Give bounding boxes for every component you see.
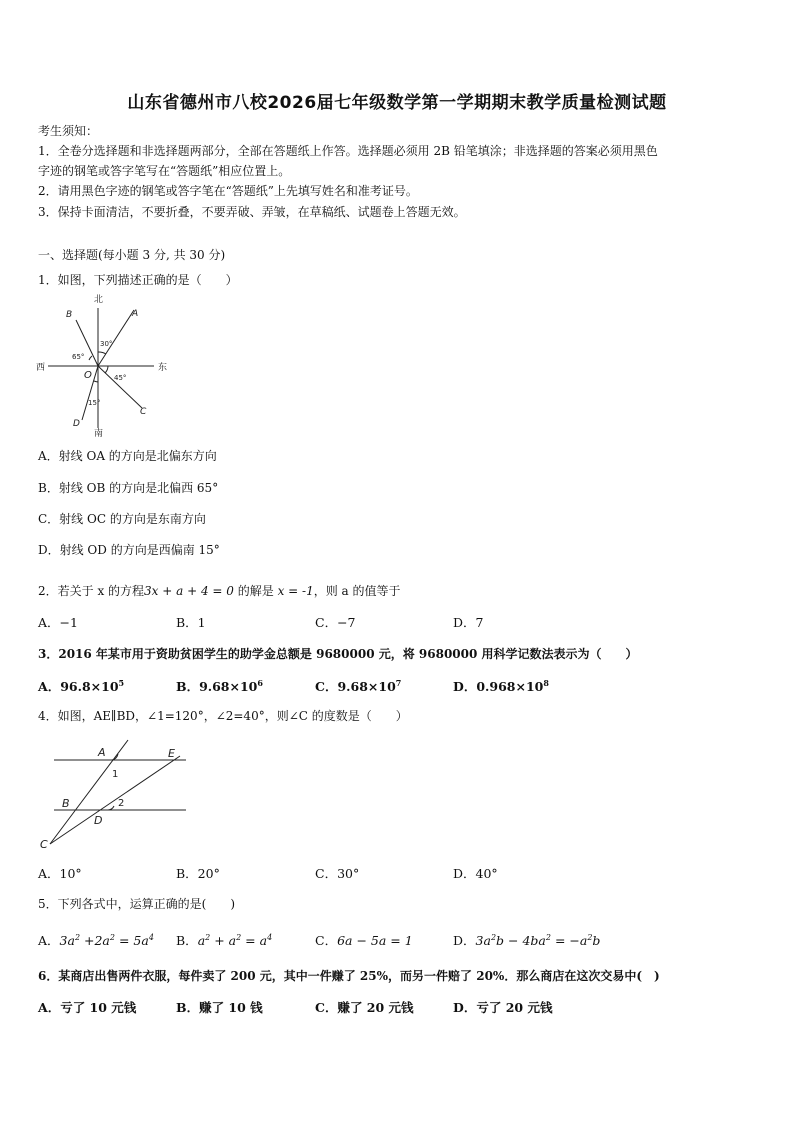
page-title: 山东省德州市八校2026届七年级数学第一学期期末教学质量检测试题 <box>127 93 667 113</box>
angle-45: 45° <box>114 374 127 382</box>
angle-30: 30° <box>100 340 113 348</box>
angle-65: 65° <box>72 353 85 361</box>
q5-option-d: D．$3a^2b - 4ba^2 = -a^2b$ <box>453 932 601 948</box>
q6-stem: 6．某商店出售两件衣服，每件卖了 200 元，其中一件赚了 25%，而另一件赔了 20%．那么商店在这次交易中( ) <box>38 969 660 983</box>
section-heading: 一、选择题(每小题 3 分, 共 30 分) <box>38 248 226 262</box>
notice-item: 3．保持卡面清洁，不要折叠，不要弄破、弄皱，在草稿纸、试题卷上答题无效。 <box>38 205 466 219</box>
q5-option-a: A．$3a^2 +2a^2 = 5a^4$ <box>38 932 154 948</box>
q3-stem: 3．2016 年某市用于资助贫困学生的助学金总额是 9680000 元，将 9680000 用科学记数法表示为（ ） <box>38 647 638 661</box>
q2-option-b: B．1 <box>176 615 206 630</box>
angle-2: 2 <box>118 798 125 809</box>
notice-item: 字迹的钢笔或答字笔写在“答题纸”相应位置上。 <box>38 164 291 178</box>
q2-solution: x = -1 <box>277 584 314 598</box>
angle-15: 15° <box>88 399 101 407</box>
label-c: C <box>40 838 48 851</box>
ray-oc <box>98 366 142 408</box>
q4-option-c: C．30° <box>315 866 360 881</box>
label-a: A <box>98 746 106 759</box>
notice-item: 1．全卷分选择题和非选择题两部分，全部在答题纸上作答。选择题必须用 2B 铅笔填涂；非选择题的答案必须用黑色 <box>38 144 658 158</box>
label-west: 西 <box>36 363 46 373</box>
notice-item: 2．请用黑色字迹的钢笔或答字笔在“答题纸”上先填写姓名和准考证号。 <box>38 184 418 198</box>
label-east: 东 <box>158 363 168 373</box>
q1-option-b: B．射线 OB 的方向是北偏西 65° <box>38 481 219 495</box>
q2-stem-mid: 的解是 <box>233 584 278 598</box>
label-e: E <box>168 747 175 760</box>
q2-option-d: D．7 <box>453 615 484 630</box>
q1-option-d: D．射线 OD 的方向是西偏南 15° <box>38 543 220 557</box>
q1-compass-figure <box>30 290 180 440</box>
q3-option-c: C．$9.68\times 10^7$ <box>315 677 402 694</box>
label-b: B <box>62 797 70 810</box>
q4-stem: 4．如图，AE∥BD，∠1=120°，∠2=40°，则∠C 的度数是（ ） <box>38 709 408 723</box>
q2-option-c: C．−7 <box>315 615 356 630</box>
label-b: B <box>66 310 73 320</box>
q6-option-b: B．赚了 10 钱 <box>176 1000 263 1015</box>
label-o: O <box>84 370 92 381</box>
q1-option-c: C．射线 OC 的方向是东南方向 <box>38 512 206 526</box>
q2-stem-post: ，则 a 的值等于 <box>313 584 401 598</box>
q6-option-a: A．亏了 10 元钱 <box>38 1000 137 1015</box>
q3-option-d: D．$0.968\times 10^8$ <box>453 677 549 694</box>
q2-stem-pre: 2．若关于 x 的方程 <box>38 584 145 598</box>
q2-stem <box>38 582 401 599</box>
label-d: D <box>94 814 103 827</box>
q5-stem: 5．下列各式中，运算正确的是( ) <box>38 897 235 911</box>
q1-stem: 1．如图，下列描述正确的是（ ） <box>38 273 238 287</box>
line-ca <box>50 740 128 844</box>
label-a: A <box>132 309 139 319</box>
notice-heading: 考生须知： <box>38 124 99 138</box>
q6-option-d: D．亏了 20 元钱 <box>453 1000 553 1015</box>
q3-option-b: B．$9.68\times 10^6$ <box>176 677 263 694</box>
q3-option-a: A．$96.8\times 10^5$ <box>38 677 125 694</box>
q4-option-a: A．10° <box>38 866 82 881</box>
q5-option-c: C．6a − 5a = 1 <box>315 933 413 948</box>
label-south: 南 <box>94 429 104 439</box>
q4-option-b: B．20° <box>176 866 220 881</box>
label-north: 北 <box>94 295 104 305</box>
q5-option-b: B．$a^2 + a^2 = a^4$ <box>176 932 273 948</box>
q6-option-c: C．赚了 20 元钱 <box>315 1000 414 1015</box>
q2-option-a: A．−1 <box>38 615 78 630</box>
ray-oa <box>98 310 134 366</box>
q2-equation: 3x + a + 4 = 0 <box>144 584 234 598</box>
label-c: C <box>140 407 147 417</box>
label-d: D <box>73 419 80 429</box>
q1-option-a: A．射线 OA 的方向是北偏东方向 <box>38 449 217 463</box>
angle-1: 1 <box>112 769 119 780</box>
q4-parallel-lines-figure <box>36 736 196 854</box>
q4-option-d: D．40° <box>453 866 498 881</box>
